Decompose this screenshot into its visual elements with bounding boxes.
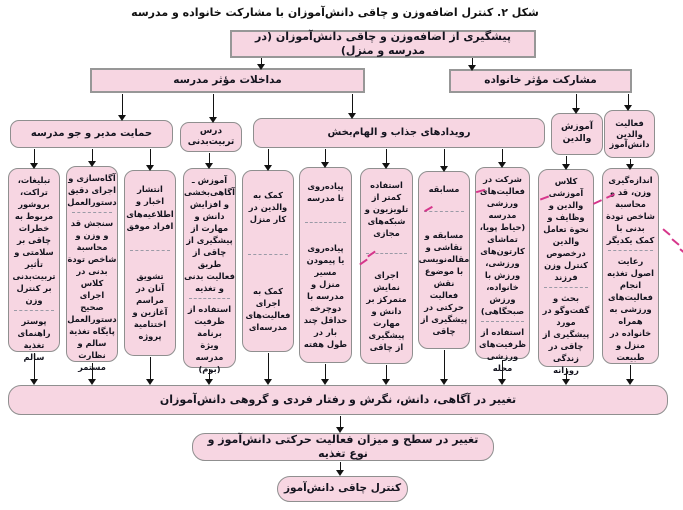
accent-dash	[679, 248, 683, 255]
section-divider	[14, 310, 54, 311]
column-section-top: اندازه‌گیری وزن، قد و محاسبة شاخص تودة بدنی با کمک یکدیگر	[606, 175, 655, 246]
flow-arrow	[340, 416, 341, 427]
column-section-top: شرکت در فعالیت‌های ورزشی مدرسه (حیاط پویا، تماشای کارتون‌های ورزشی، ورزش با خانواده، ورزش صبحگاهی)	[479, 174, 526, 317]
column-awareness-guideline	[66, 166, 118, 373]
section-divider	[72, 212, 112, 213]
section-divider	[481, 321, 524, 322]
flow-arrow	[209, 153, 210, 163]
column-help-parents	[242, 170, 294, 352]
column-parent-class	[538, 169, 594, 376]
flow-arrow	[386, 149, 387, 163]
accent-dash	[662, 228, 670, 235]
section-divider	[608, 250, 653, 251]
column-section-bottom: پیاده‌روی یا پیمودن مسیر منزل و مدرسه با دوچرخه حداقل چند بار در طول هفته	[303, 242, 348, 349]
flow-arrow	[150, 149, 151, 165]
column-walking	[299, 167, 352, 363]
section-divider	[130, 250, 170, 251]
root-node: پیشگیری از اضافه‌وزن و چاقی دانش‌آموزان (در مدرسه و منزل)	[230, 30, 536, 58]
column-section-bottom: استفاده از ظرفیت‌های ورزشی محله	[478, 327, 527, 374]
section-divider	[248, 254, 288, 255]
group-parent-training: آموزش والدین	[551, 113, 603, 155]
flow-arrow	[352, 94, 353, 113]
column-section-top: انتشار اخبار و اطلاعیه‌های افراد موفق	[126, 184, 174, 231]
flow-arrow	[630, 365, 631, 379]
section-divider	[189, 298, 230, 299]
column-section-bottom: رعایت اصول تغذیه انجام فعالیت‌های ورزشی به همراه خانواده در منزل و طبیعت	[607, 256, 654, 363]
column-section-top: کلاس آموزشی والدین و وظایف و نحوة تعامل والدین درخصوص کنترل وزن فرزند	[543, 176, 589, 283]
column-section-bottom: تشویق آنان در مراسم آغازین و اختتامیة پروژه	[132, 271, 168, 342]
flow-arrow	[340, 462, 341, 470]
outcome-behavior-change: تغییر در آگاهی، دانش، نگرش و رفتار فردی و گروهی دانش‌آموزان	[8, 385, 668, 415]
section-divider	[424, 211, 464, 212]
flow-arrow	[566, 156, 567, 164]
column-less-screen	[360, 168, 413, 364]
column-section-bottom: کمک به اجرای فعالیت‌های مدرسه‌ای	[245, 286, 291, 333]
flow-arrow	[92, 149, 93, 161]
column-pe-education	[183, 168, 236, 375]
flow-arrow	[502, 360, 503, 379]
flow-arrow	[566, 368, 567, 379]
column-section-bottom: بحث و گفت‌وگو در مورد پیشگیری از چاقی در زندگی روزانه	[542, 293, 590, 376]
flow-arrow	[630, 159, 631, 164]
flow-arrow	[213, 94, 214, 117]
column-section-top: استفاده کمتر از تلویزیون و شبکه‌های مجازی	[364, 180, 409, 239]
column-success-news	[124, 170, 176, 356]
flow-arrow	[325, 364, 326, 379]
outcome-activity-change: تغییر در سطح و میزان فعالیت حرکتی دانش‌آموز و نوع تغذیه	[192, 433, 494, 461]
branch-school-interventions: مداخلات مؤثر مدرسه	[90, 68, 365, 93]
flow-arrow	[122, 94, 123, 115]
flow-arrow	[576, 94, 577, 108]
flow-arrow	[268, 149, 269, 165]
accent-dash	[593, 199, 602, 205]
flow-arrow	[150, 357, 151, 379]
column-section-top: کمک به والدین در کار منزل	[248, 189, 288, 224]
column-section-bottom: پوستر راهنمای تغذیة سالم	[17, 316, 51, 363]
flow-arrow	[209, 369, 210, 379]
branch-family-participation: مشاركت مؤثر خانواده	[449, 69, 632, 93]
flow-arrow	[34, 353, 35, 379]
section-divider	[544, 287, 588, 288]
group-principal-support: حمایت مدیر و جو مدرسه	[10, 120, 173, 148]
column-section-bottom: اجرای نمایش متمرکز بر دانش و مهارت پیشگیری از چاقی	[366, 269, 407, 352]
column-competition	[418, 171, 470, 349]
group-inspiring-events: رویدادهای جذاب و الهام‌بخش	[253, 118, 545, 148]
column-section-bottom: استفاده از ظرفیت برنامة ویژة مدرسه (بوم)	[187, 304, 232, 375]
flow-arrow	[268, 353, 269, 379]
flow-arrow	[444, 149, 445, 166]
flow-arrow	[261, 58, 262, 64]
section-divider	[305, 222, 346, 223]
column-sport-participation	[475, 167, 530, 374]
column-section-top: پیاده‌روی تا مدرسه	[306, 181, 345, 204]
column-section-bottom: مسابقه و نقاشی و مقاله‌نویسی با موضوع نقش فعالیت حرکتی در پیشگیری از چاقی	[418, 229, 470, 336]
column-advertising	[8, 168, 60, 363]
column-family-measurement	[602, 168, 659, 364]
flow-arrow	[502, 149, 503, 162]
column-section-top: تبلیغات، تراکت، بروشور مربوط به خطرات چاقی بر سلامتی و تأثیر تربیت‌بدنی بر کنترل وزن	[12, 175, 56, 306]
column-section-bottom: سنجش قد و وزن و محاسبة شاخص تودة بدنی در کلاس اجرای صحیح دستورالعمل پایگاه تغذیة سالم و نظارت مستمر	[67, 218, 117, 373]
flow-arrow	[92, 363, 93, 379]
figure-title: شكل ۲. كنترل اضافه‌وزن و چاقی دانش‌آموزان با مشاركت خانواده و مدرسه	[131, 6, 539, 19]
column-section-top: مسابقه	[428, 184, 460, 195]
column-section-top: آموزش ـ آگاهی‌بخشی و افزایش دانش و مهارت از پیشگیری از چاقی از طریق فعالیت بدنی و تغذیه	[184, 175, 235, 294]
group-parent-activity: فعالیت والدین دانش‌آموز	[604, 110, 655, 158]
flow-arrow	[444, 350, 445, 379]
group-pe-lesson: درس تربیت‌بدنی	[180, 122, 242, 152]
outcome-obesity-control: کنترل چاقی دانش‌آموز	[277, 476, 408, 502]
flow-arrow	[386, 365, 387, 379]
flow-arrow	[472, 58, 473, 65]
flow-arrow	[34, 149, 35, 163]
accent-dash	[671, 238, 679, 245]
flow-arrow	[628, 94, 629, 105]
column-section-top: آگاه‌سازی و اجرای دقیق دستورالعمل	[67, 173, 117, 208]
flow-arrow	[325, 149, 326, 162]
